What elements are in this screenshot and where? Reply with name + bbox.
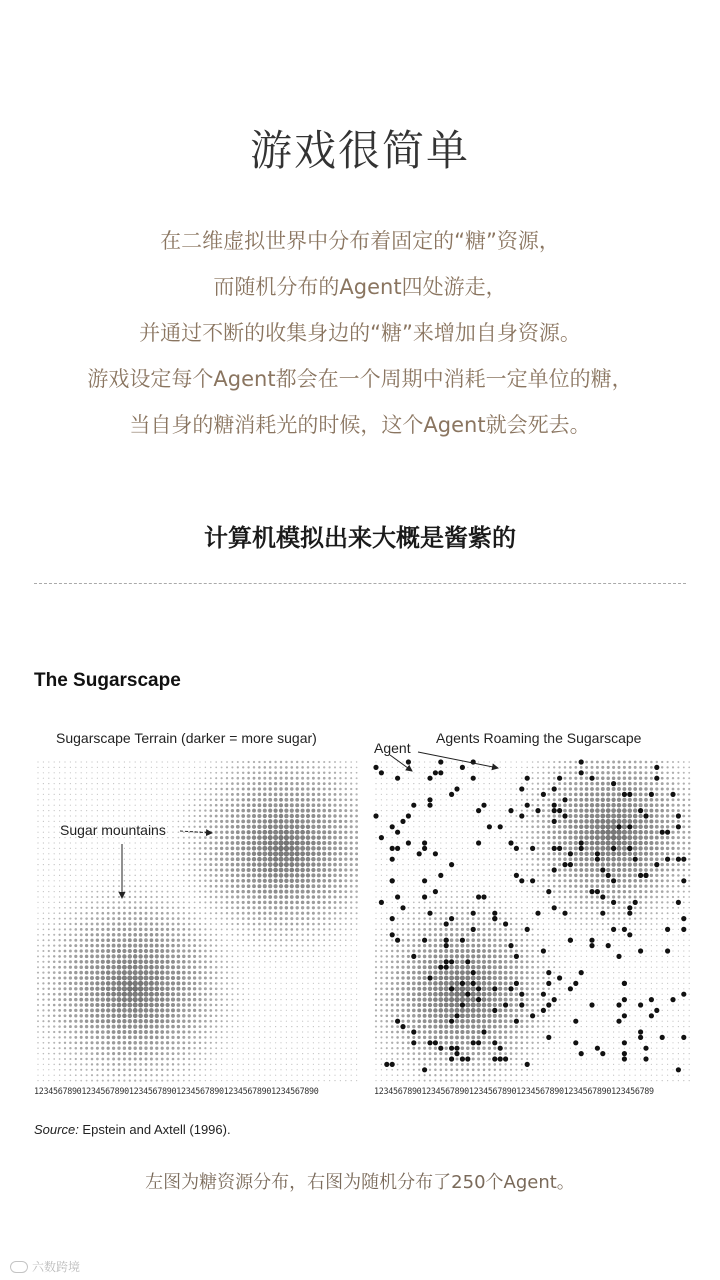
figure-title: The Sugarscape [34, 670, 181, 691]
page-heading: 游戏很简单 [249, 126, 470, 175]
intro-line: 在二维虚拟世界中分布着固定的“糖”资源， [160, 229, 560, 253]
watermark [10, 1258, 80, 1275]
figure-source [34, 1122, 231, 1137]
arrow-to-agent-2 [418, 752, 498, 768]
terrain-panel-title: Sugarscape Terrain (darker = more sugar) [56, 730, 317, 746]
intro-line: 游戏设定每个Agent都会在一个周期中消耗一定单位的糖， [87, 367, 633, 391]
intro-line: 并通过不断的收集身边的“糖”来增加自身资源。 [139, 321, 581, 345]
dashed-divider [34, 583, 686, 584]
section-subheading: 计算机模拟出来大概是酱紫的 [204, 524, 516, 552]
arrow-to-agent-1 [390, 755, 412, 771]
intro-line: 而随机分布的Agent四处游走， [213, 275, 507, 299]
terrain-axis-digits: 123456789012345678901234567890123456789012345678901234567890 [34, 1086, 319, 1096]
agent-label: Agent [374, 740, 411, 756]
intro-paragraph [0, 218, 720, 448]
intro-line: 当自身的糖消耗光的时候，这个Agent就会死去。 [129, 413, 591, 437]
sugar-mountains-label: Sugar mountains [60, 822, 166, 838]
watermark-text: 六数跨境 [32, 1260, 81, 1274]
source-label: Source: [34, 1122, 79, 1137]
arrow-to-upper-mountain [180, 831, 212, 833]
agents-axis-digits: 12345678901234567890123456789012345678901234567890123456789 [374, 1086, 654, 1096]
figure-caption: 左图为糖资源分布，右图为随机分布了250个Agent。 [145, 1172, 575, 1193]
agents-panel-title: Agents Roaming the Sugarscape [436, 730, 642, 746]
watermark-logo-icon [10, 1261, 28, 1273]
sugarscape-figure [0, 650, 720, 1150]
source-text: Epstein and Axtell (1996). [78, 1122, 231, 1137]
annotation-arrows [0, 650, 720, 1150]
